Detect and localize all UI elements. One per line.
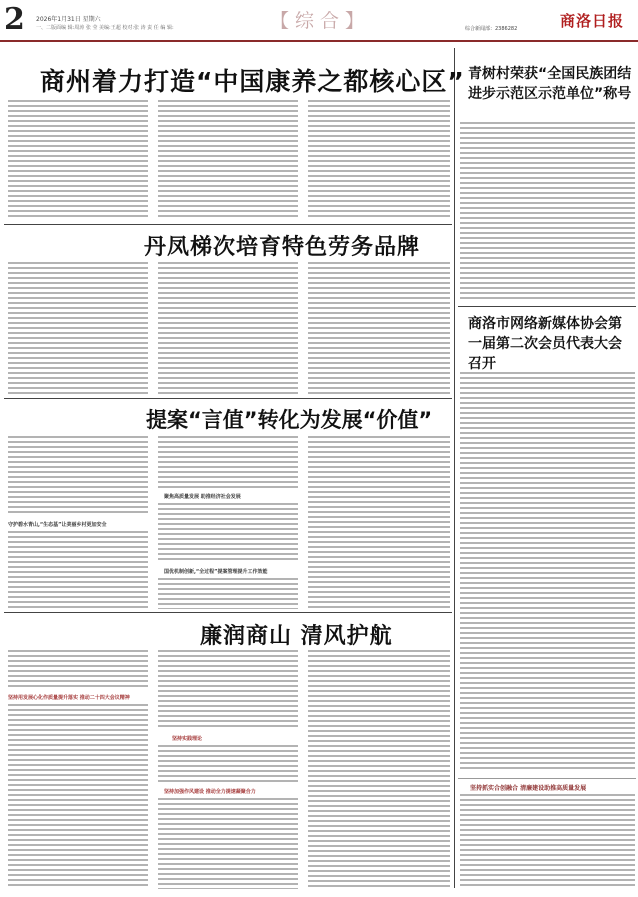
section-title: 【综合】 — [270, 10, 371, 32]
third-headline: 提案“言值”转化为发展“价值” — [146, 408, 433, 432]
second-body-col-3 — [308, 262, 450, 394]
section-divider — [4, 612, 452, 613]
third-body-col-3 — [308, 436, 450, 609]
fourth-body-col-2a — [158, 650, 298, 730]
editor-credits: 一、二版面编 辑:周涛 张 莹 美编:王超 校对:张 涛 责 任 编 辑: — [36, 25, 174, 31]
lead-body-col-2 — [158, 100, 298, 220]
second-body-col-1 — [8, 262, 148, 394]
right-box-body — [460, 794, 635, 889]
fourth-body-col-1a — [8, 650, 148, 690]
newspaper-logo: 商洛日报 — [560, 12, 625, 30]
second-headline: 丹凤梯次培育特色劳务品牌 — [144, 235, 421, 260]
third-subhead-2: 聚焦高质量发展 助推经济社会发展 — [164, 494, 241, 500]
fourth-subhead-3: 坚持加强作风建设 推动全力提速凝聚合力 — [164, 789, 256, 795]
right-mid-body — [460, 372, 635, 772]
right-top-body — [460, 122, 635, 302]
masthead — [0, 0, 638, 42]
right-top-headline: 青树村荣获“全国民族团结进步示范区示范单位”称号 — [468, 66, 632, 102]
issue-date: 2026年1月31日 星期六 — [36, 16, 101, 23]
third-body-col-2c — [158, 578, 298, 609]
right-mid-headline: 商洛市网络新媒体协会第一届第二次会员代表大会召开 — [468, 316, 622, 372]
fourth-headline: 廉润商山 清风护航 — [200, 624, 393, 649]
third-subhead-3: 国优机制创新,“全过程”提案管理提升工作效能 — [164, 569, 268, 575]
fourth-body-col-1b — [8, 704, 148, 889]
third-body-col-1b — [8, 531, 148, 609]
desk-phone: 综合新闻部：2386282 — [465, 26, 518, 32]
section-divider — [4, 398, 452, 399]
box-divider — [458, 778, 636, 779]
fourth-subhead-1: 坚持用发展心化作质量提升落实 推动二十四大会议精神 — [8, 695, 130, 701]
third-body-col-2b — [158, 503, 298, 563]
section-divider — [458, 306, 636, 307]
lead-body-col-3 — [308, 100, 450, 220]
second-body-col-2 — [158, 262, 298, 394]
fourth-body-col-2c — [158, 798, 298, 889]
section-divider — [4, 224, 452, 225]
third-body-col-2a — [158, 436, 298, 488]
fourth-subhead-2: 坚持实践理论 — [172, 736, 203, 742]
third-subhead-1: 守护碧水青山,“生态基”让美丽乡村更加安全 — [8, 522, 107, 528]
fourth-body-col-3 — [308, 650, 450, 889]
page-number: 2 — [4, 2, 25, 37]
third-body-col-1a — [8, 436, 148, 516]
lead-body-col-1 — [8, 100, 148, 220]
fourth-body-col-2b — [158, 745, 298, 783]
column-divider — [454, 48, 455, 888]
right-box-headline: 坚持抓实合创融合 清廉建设助推高质量发展 — [470, 785, 587, 792]
lead-headline: 商州着力打造“中国康养之都核心区” — [40, 67, 465, 96]
